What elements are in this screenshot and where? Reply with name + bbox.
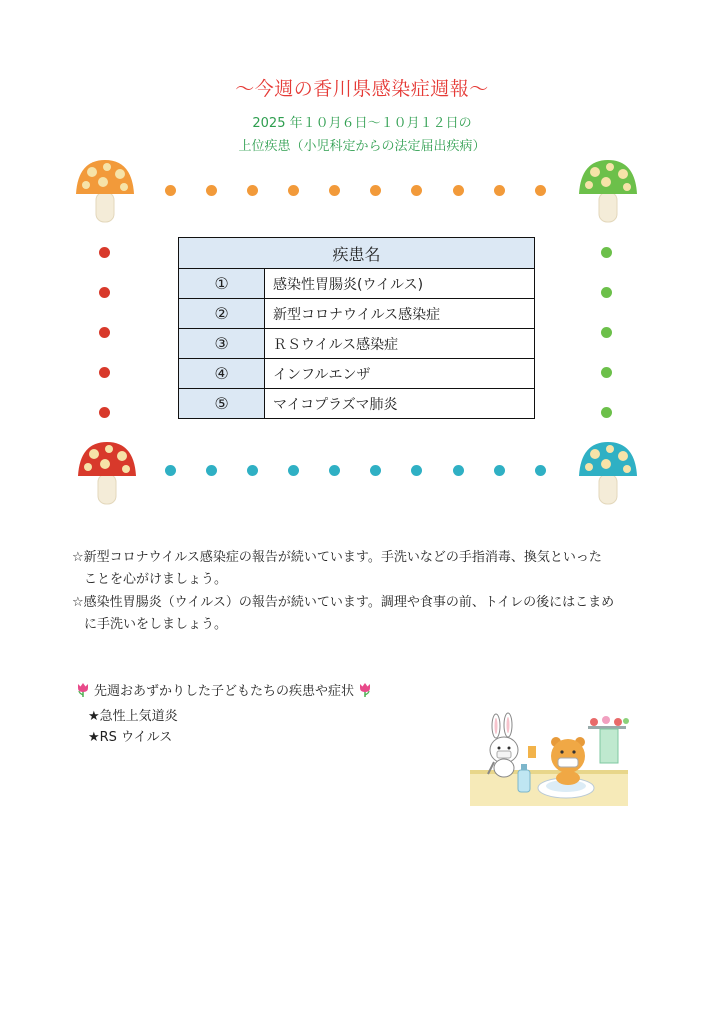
disease-table [178, 237, 535, 419]
mushroom-icon-green [577, 158, 639, 224]
rank-cell: ② [179, 299, 265, 329]
frame-dot [165, 185, 176, 196]
disease-name-cell: 感染性胃腸炎(ウイルス) [265, 269, 535, 299]
recent-title [76, 680, 372, 699]
frame-dot [329, 185, 340, 196]
report-subtitle: 上位疾患（小児科定からの法定届出疾病） [238, 139, 486, 154]
frame-dot [247, 465, 258, 476]
frame-dot [99, 367, 110, 378]
frame-dot [494, 185, 505, 196]
frame-dot [535, 465, 546, 476]
frame-dot [494, 465, 505, 476]
tulip-icon [358, 682, 372, 698]
frame-dot [601, 407, 612, 418]
recent-title-text: 先週おあずかりした子どもたちの疾患や症状 [94, 684, 355, 699]
note-text: ☆感染性胃腸炎（ウイルス）の報告が続いています。調理や食事の前、トイレの後にはこまめ [72, 595, 615, 610]
frame-dot [206, 465, 217, 476]
frame-dot [247, 185, 258, 196]
mushroom-icon-teal [577, 440, 639, 506]
frame-dot [411, 185, 422, 196]
page-title: 〜今週の香川県感染症週報〜 [235, 78, 489, 100]
tulip-icon [76, 682, 90, 698]
disease-name-cell: マイコプラズマ肺炎 [265, 389, 535, 419]
note-gastro [72, 592, 682, 636]
frame-dot [601, 327, 612, 338]
frame-dot [288, 185, 299, 196]
frame-dot [99, 247, 110, 258]
handwashing-illustration [466, 712, 632, 808]
frame-dot [535, 185, 546, 196]
table-header: 疾患名 [179, 238, 535, 269]
frame-dot [601, 247, 612, 258]
mushroom-icon-orange [74, 158, 136, 224]
recent-item: ★RS ウイルス [88, 730, 173, 745]
note-text-continued: に手洗いをしましょう。 [84, 617, 228, 632]
frame-dot [206, 185, 217, 196]
frame-dot [453, 465, 464, 476]
frame-dot [99, 327, 110, 338]
report-period: 2025 年１０月６日〜１０月１２日の [252, 116, 472, 131]
table-row [179, 389, 535, 419]
note-text-continued: ことを心がけましょう。 [84, 572, 228, 587]
frame-dot [411, 465, 422, 476]
rank-cell: ③ [179, 329, 265, 359]
disease-name-cell: インフルエンザ [265, 359, 535, 389]
rank-cell: ④ [179, 359, 265, 389]
rank-cell: ⑤ [179, 389, 265, 419]
frame-dot [165, 465, 176, 476]
frame-dot [329, 465, 340, 476]
mushroom-icon-red [76, 440, 138, 506]
table-row [179, 299, 535, 329]
frame-dot [99, 407, 110, 418]
frame-dot [288, 465, 299, 476]
frame-dot [370, 185, 381, 196]
frame-dot [601, 367, 612, 378]
note-covid [72, 547, 682, 591]
frame-dot [99, 287, 110, 298]
disease-name-cell: ＲＳウイルス感染症 [265, 329, 535, 359]
frame-dot [370, 465, 381, 476]
table-header-row [179, 238, 535, 269]
frame-dot [601, 287, 612, 298]
table-row [179, 269, 535, 299]
table-row [179, 359, 535, 389]
frame-dot [453, 185, 464, 196]
note-text: ☆新型コロナウイルス感染症の報告が続いています。手洗いなどの手指消毒、換気といった [72, 550, 602, 565]
recent-item: ★急性上気道炎 [88, 709, 178, 724]
rank-cell: ① [179, 269, 265, 299]
disease-name-cell: 新型コロナウイルス感染症 [265, 299, 535, 329]
table-row [179, 329, 535, 359]
